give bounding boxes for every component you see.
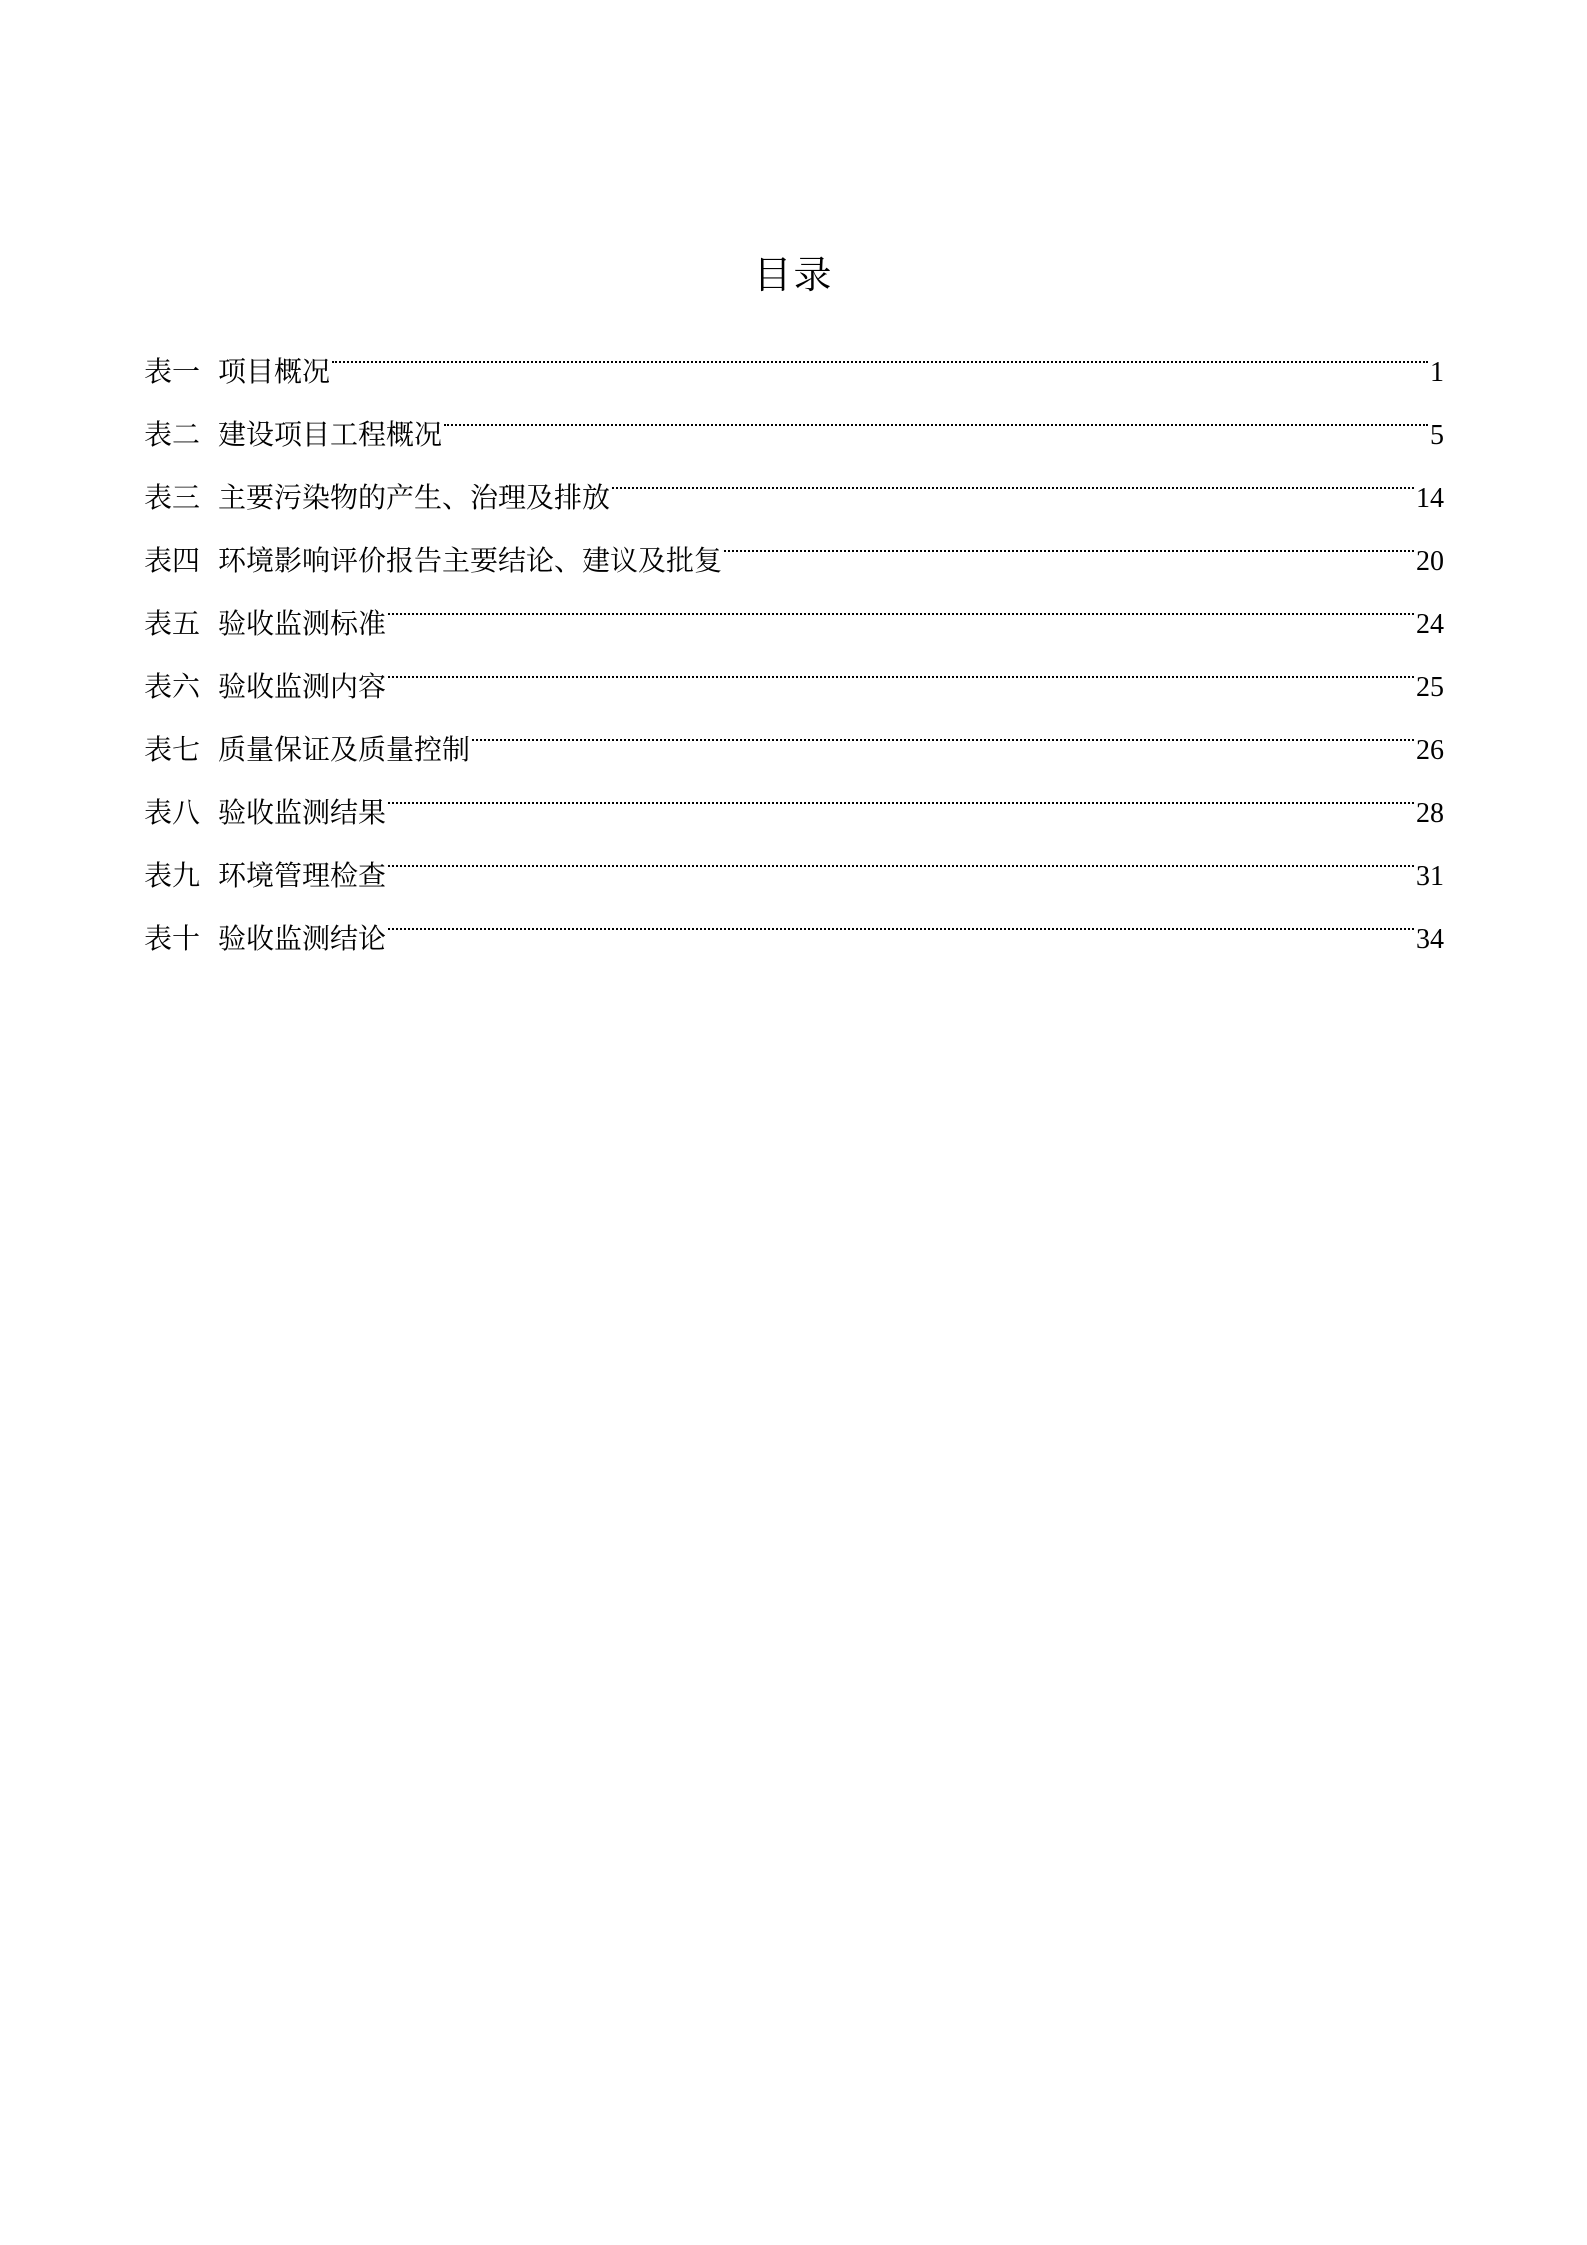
toc-entry-label: 表九 bbox=[144, 859, 201, 892]
toc-entry-page: 25 bbox=[1416, 672, 1444, 703]
toc-entry-page: 20 bbox=[1416, 546, 1444, 577]
toc-dot-leader bbox=[388, 570, 1414, 633]
toc-dot-leader bbox=[388, 633, 1414, 696]
toc-entry-title: 主要污染物的产生、治理及排放 bbox=[218, 481, 611, 514]
toc-entry-page: 31 bbox=[1416, 861, 1444, 892]
toc-entry-title: 质量保证及质量控制 bbox=[218, 733, 471, 766]
toc-entry-title: 项目概况 bbox=[218, 355, 331, 388]
toc-entry-title: 环境影响评价报告主要结论、建议及批复 bbox=[218, 544, 723, 577]
toc-dot-leader bbox=[388, 759, 1414, 822]
toc-entry-title: 环境管理检查 bbox=[218, 859, 387, 892]
toc-entry-title: 验收监测结果 bbox=[218, 796, 387, 829]
toc-entry-page: 5 bbox=[1430, 420, 1444, 451]
toc-dot-leader bbox=[612, 444, 1414, 507]
toc-list bbox=[144, 318, 1444, 955]
toc-heading: 目录 bbox=[753, 253, 834, 297]
toc-entry-title: 验收监测结论 bbox=[218, 922, 387, 955]
toc-dot-leader bbox=[332, 318, 1428, 381]
toc-dot-leader bbox=[472, 696, 1414, 759]
toc-dot-leader bbox=[388, 822, 1414, 885]
toc-entry-page: 14 bbox=[1416, 483, 1444, 514]
toc-entry-title: 验收监测标准 bbox=[218, 607, 387, 640]
toc-entry-page: 26 bbox=[1416, 735, 1444, 766]
toc-entry-label: 表六 bbox=[144, 670, 201, 703]
toc-entry-label: 表五 bbox=[144, 607, 201, 640]
toc-dot-leader bbox=[388, 885, 1414, 948]
toc-entry-label: 表二 bbox=[144, 418, 201, 451]
toc-entry[interactable] bbox=[144, 381, 1444, 451]
toc-dot-leader bbox=[444, 381, 1428, 444]
toc-entry-title: 验收监测内容 bbox=[218, 670, 387, 703]
toc-entry-label: 表一 bbox=[144, 355, 201, 388]
toc-entry-label: 表八 bbox=[144, 796, 201, 829]
toc-entry-label: 表十 bbox=[144, 922, 201, 955]
toc-entry-title: 建设项目工程概况 bbox=[218, 418, 443, 451]
toc-entry-label: 表四 bbox=[144, 544, 201, 577]
toc-entry-page: 28 bbox=[1416, 798, 1444, 829]
toc-entry-page: 1 bbox=[1430, 357, 1444, 388]
toc-entry-page: 34 bbox=[1416, 924, 1444, 955]
toc-entry[interactable] bbox=[144, 318, 1444, 388]
toc-entry-page: 24 bbox=[1416, 609, 1444, 640]
toc-entry-label: 表三 bbox=[144, 481, 201, 514]
toc-entry-label: 表七 bbox=[144, 733, 201, 766]
toc-dot-leader bbox=[724, 507, 1414, 570]
